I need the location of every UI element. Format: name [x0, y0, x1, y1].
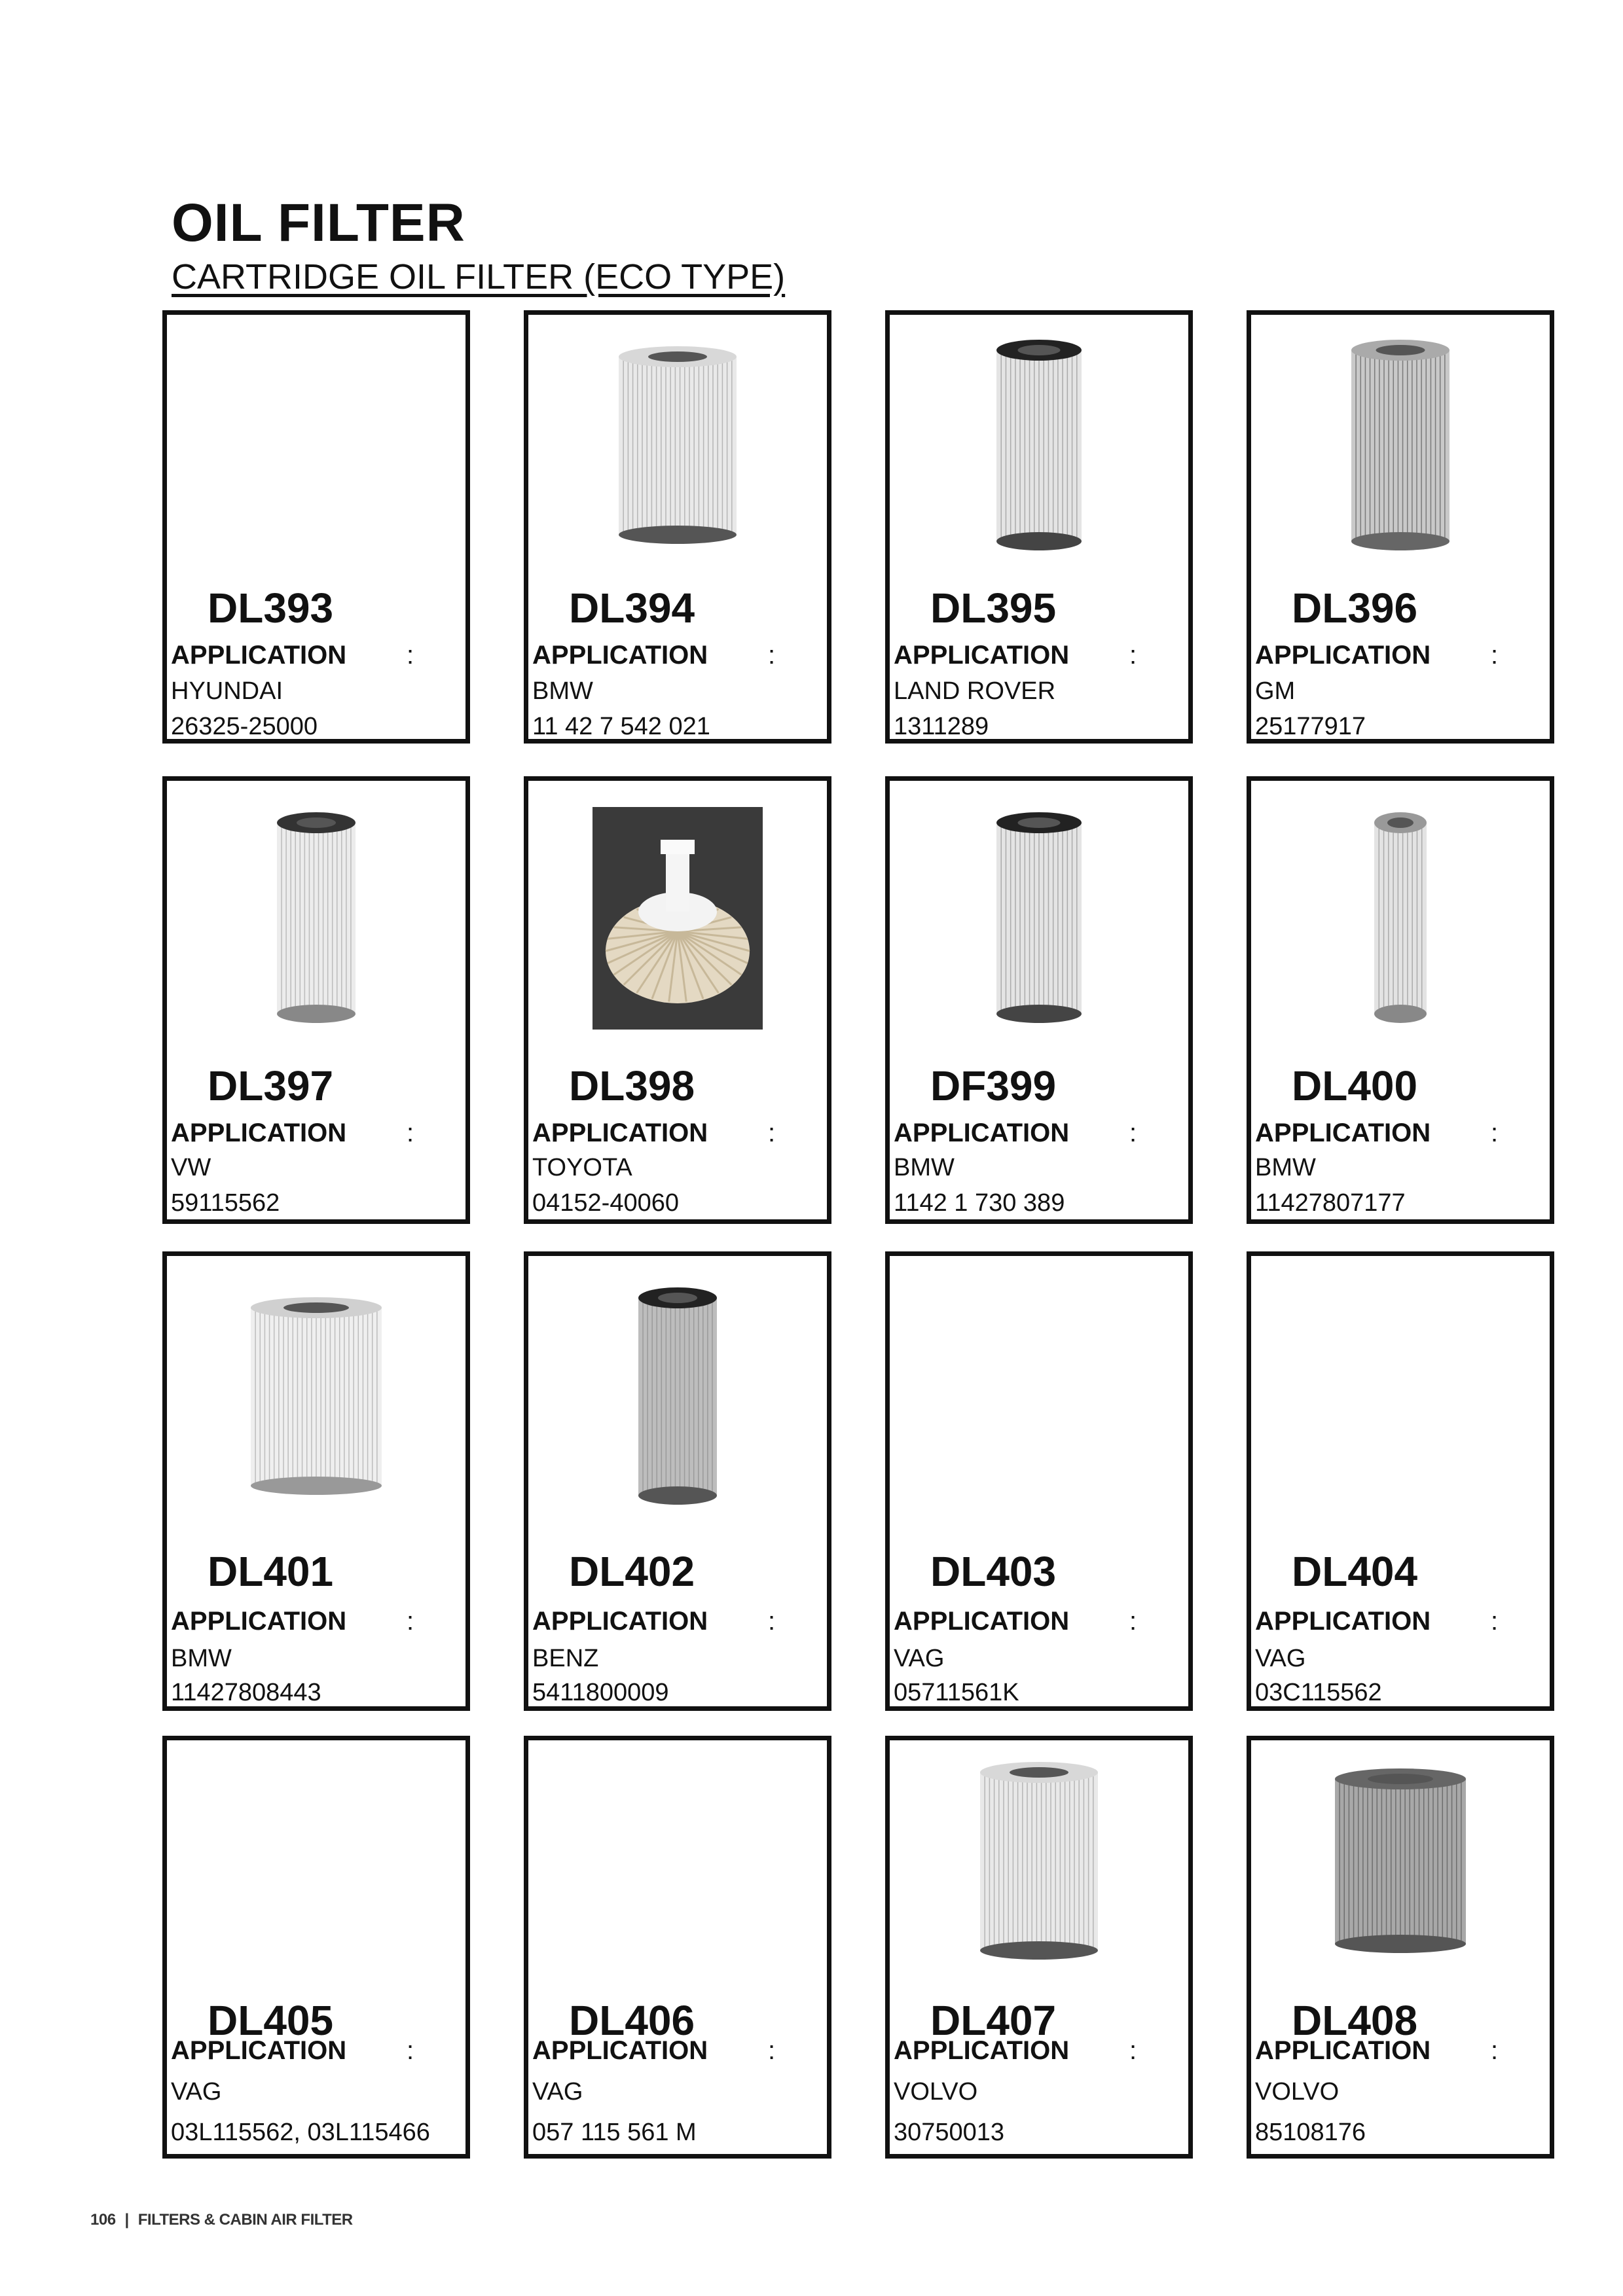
- product-card-dl404: [1247, 1251, 1554, 1711]
- oem-part-number: 25177917: [1255, 713, 1366, 740]
- product-image: [528, 1740, 827, 1982]
- application-colon: :: [768, 1119, 776, 1147]
- application-label: APPLICATION: [171, 1607, 347, 1636]
- product-image: [167, 781, 465, 1056]
- application-label: APPLICATION: [894, 2036, 1070, 2065]
- oem-part-number: 03L115562, 03L115466: [171, 2119, 430, 2146]
- application-label: APPLICATION: [532, 641, 708, 670]
- product-card-dl405: [162, 1736, 470, 2159]
- vehicle-make: VW: [171, 1154, 211, 1181]
- oem-part-number: 5411800009: [532, 1679, 669, 1706]
- product-code: DL397: [208, 1062, 334, 1109]
- product-code: DL408: [1292, 1997, 1418, 2044]
- page-title: OIL FILTER: [172, 193, 465, 253]
- product-image: [890, 315, 1188, 577]
- application-row: [1255, 1608, 1546, 1634]
- product-code: DL394: [569, 584, 695, 632]
- product-card-dl401: [162, 1251, 470, 1711]
- application-row: [532, 1120, 823, 1146]
- application-row: [171, 1608, 462, 1634]
- product-card-dl408: [1247, 1736, 1554, 2159]
- product-code: DL405: [208, 1997, 334, 2044]
- product-image: [890, 1256, 1188, 1537]
- oem-part-number: 26325-25000: [171, 713, 318, 740]
- product-card-dl397: [162, 776, 470, 1224]
- vehicle-make: HYUNDAI: [171, 677, 283, 705]
- product-image: [1251, 1740, 1550, 1982]
- oem-part-number: 03C115562: [1255, 1679, 1382, 1706]
- oem-part-number: 11427808443: [171, 1679, 321, 1706]
- application-row: [171, 2037, 462, 2064]
- application-colon: :: [407, 1119, 414, 1147]
- application-label: APPLICATION: [171, 1119, 347, 1147]
- oem-part-number: 59115562: [171, 1189, 280, 1217]
- application-row: [894, 1120, 1184, 1146]
- product-code: DL398: [569, 1062, 695, 1109]
- application-colon: :: [1129, 1607, 1137, 1636]
- oem-part-number: 11 42 7 542 021: [532, 713, 710, 740]
- application-colon: :: [768, 1607, 776, 1636]
- application-row: [532, 1608, 823, 1634]
- application-colon: :: [1491, 1119, 1499, 1147]
- application-colon: :: [1491, 641, 1499, 670]
- application-colon: :: [407, 641, 414, 670]
- oem-part-number: 05711561K: [894, 1679, 1019, 1706]
- product-image: [1251, 781, 1550, 1056]
- application-label: APPLICATION: [171, 2036, 347, 2065]
- vehicle-make: BMW: [532, 677, 593, 705]
- oem-part-number: 11427807177: [1255, 1189, 1406, 1217]
- product-code: DF399: [930, 1062, 1057, 1109]
- application-row: [894, 642, 1184, 668]
- product-card-dl403: [885, 1251, 1193, 1711]
- product-image: [528, 1256, 827, 1537]
- application-label: APPLICATION: [171, 641, 347, 670]
- application-label: APPLICATION: [894, 641, 1070, 670]
- product-code: DL393: [208, 584, 334, 632]
- vehicle-make: BMW: [171, 1645, 232, 1672]
- vehicle-make: VOLVO: [894, 2078, 978, 2106]
- footer-separator: |: [124, 2211, 129, 2229]
- application-colon: :: [1129, 1119, 1137, 1147]
- oem-part-number: 057 115 561 M: [532, 2119, 697, 2146]
- application-row: [532, 2037, 823, 2064]
- footer-section: FILTERS & CABIN AIR FILTER: [137, 2211, 353, 2229]
- application-label: APPLICATION: [1255, 1607, 1431, 1636]
- application-label: APPLICATION: [532, 1607, 708, 1636]
- page-footer: [90, 2211, 353, 2229]
- oem-part-number: 30750013: [894, 2119, 1005, 2146]
- vehicle-make: VAG: [894, 1645, 945, 1672]
- application-label: APPLICATION: [894, 1607, 1070, 1636]
- application-label: APPLICATION: [894, 1119, 1070, 1147]
- vehicle-make: BMW: [1255, 1154, 1316, 1181]
- application-label: APPLICATION: [1255, 641, 1431, 670]
- product-card-dl402: [524, 1251, 831, 1711]
- application-colon: :: [407, 2036, 414, 2065]
- application-row: [532, 642, 823, 668]
- product-card-dl396: [1247, 310, 1554, 744]
- vehicle-make: BMW: [894, 1154, 955, 1181]
- product-image: [167, 1740, 465, 1982]
- product-code: DL404: [1292, 1548, 1418, 1595]
- application-colon: :: [407, 1607, 414, 1636]
- application-colon: :: [768, 641, 776, 670]
- product-code: DL403: [930, 1548, 1057, 1595]
- vehicle-make: VAG: [171, 2078, 222, 2106]
- application-label: APPLICATION: [532, 1119, 708, 1147]
- product-image: [1251, 315, 1550, 577]
- product-card-dl400: [1247, 776, 1554, 1224]
- vehicle-make: LAND ROVER: [894, 677, 1056, 705]
- product-code: DL402: [569, 1548, 695, 1595]
- product-image: [167, 315, 465, 577]
- vehicle-make: VAG: [532, 2078, 583, 2106]
- vehicle-make: BENZ: [532, 1645, 599, 1672]
- product-image: [167, 1256, 465, 1537]
- oem-part-number: 1142 1 730 389: [894, 1189, 1065, 1217]
- application-row: [171, 642, 462, 668]
- product-image: [890, 1740, 1188, 1982]
- page-number: 106: [90, 2211, 116, 2229]
- application-row: [894, 2037, 1184, 2064]
- page-subtitle: CARTRIDGE OIL FILTER (ECO TYPE): [172, 257, 786, 296]
- application-label: APPLICATION: [532, 2036, 708, 2065]
- product-code: DL401: [208, 1548, 334, 1595]
- vehicle-make: TOYOTA: [532, 1154, 632, 1181]
- product-code: DL395: [930, 584, 1057, 632]
- application-row: [1255, 1120, 1546, 1146]
- product-card-df399: [885, 776, 1193, 1224]
- application-colon: :: [1129, 2036, 1137, 2065]
- product-card-dl406: [524, 1736, 831, 2159]
- product-code: DL406: [569, 1997, 695, 2044]
- vehicle-make: GM: [1255, 677, 1296, 705]
- oem-part-number: 1311289: [894, 713, 989, 740]
- vehicle-make: VAG: [1255, 1645, 1306, 1672]
- application-label: APPLICATION: [1255, 1119, 1431, 1147]
- product-card-dl393: [162, 310, 470, 744]
- oem-part-number: 85108176: [1255, 2119, 1366, 2146]
- product-image: [1251, 1256, 1550, 1537]
- application-label: APPLICATION: [1255, 2036, 1431, 2065]
- application-row: [894, 1608, 1184, 1634]
- application-colon: :: [1491, 2036, 1499, 2065]
- product-image: [528, 781, 827, 1056]
- product-code: DL407: [930, 1997, 1057, 2044]
- product-image: [528, 315, 827, 577]
- application-row: [1255, 2037, 1546, 2064]
- product-image: [890, 781, 1188, 1056]
- application-row: [171, 1120, 462, 1146]
- application-colon: :: [768, 2036, 776, 2065]
- product-code: DL400: [1292, 1062, 1418, 1109]
- product-card-dl394: [524, 310, 831, 744]
- application-colon: :: [1491, 1607, 1499, 1636]
- product-card-dl407: [885, 1736, 1193, 2159]
- product-card-dl398: [524, 776, 831, 1224]
- product-card-dl395: [885, 310, 1193, 744]
- product-code: DL396: [1292, 584, 1418, 632]
- oem-part-number: 04152-40060: [532, 1189, 679, 1217]
- application-row: [1255, 642, 1546, 668]
- vehicle-make: VOLVO: [1255, 2078, 1340, 2106]
- application-colon: :: [1129, 641, 1137, 670]
